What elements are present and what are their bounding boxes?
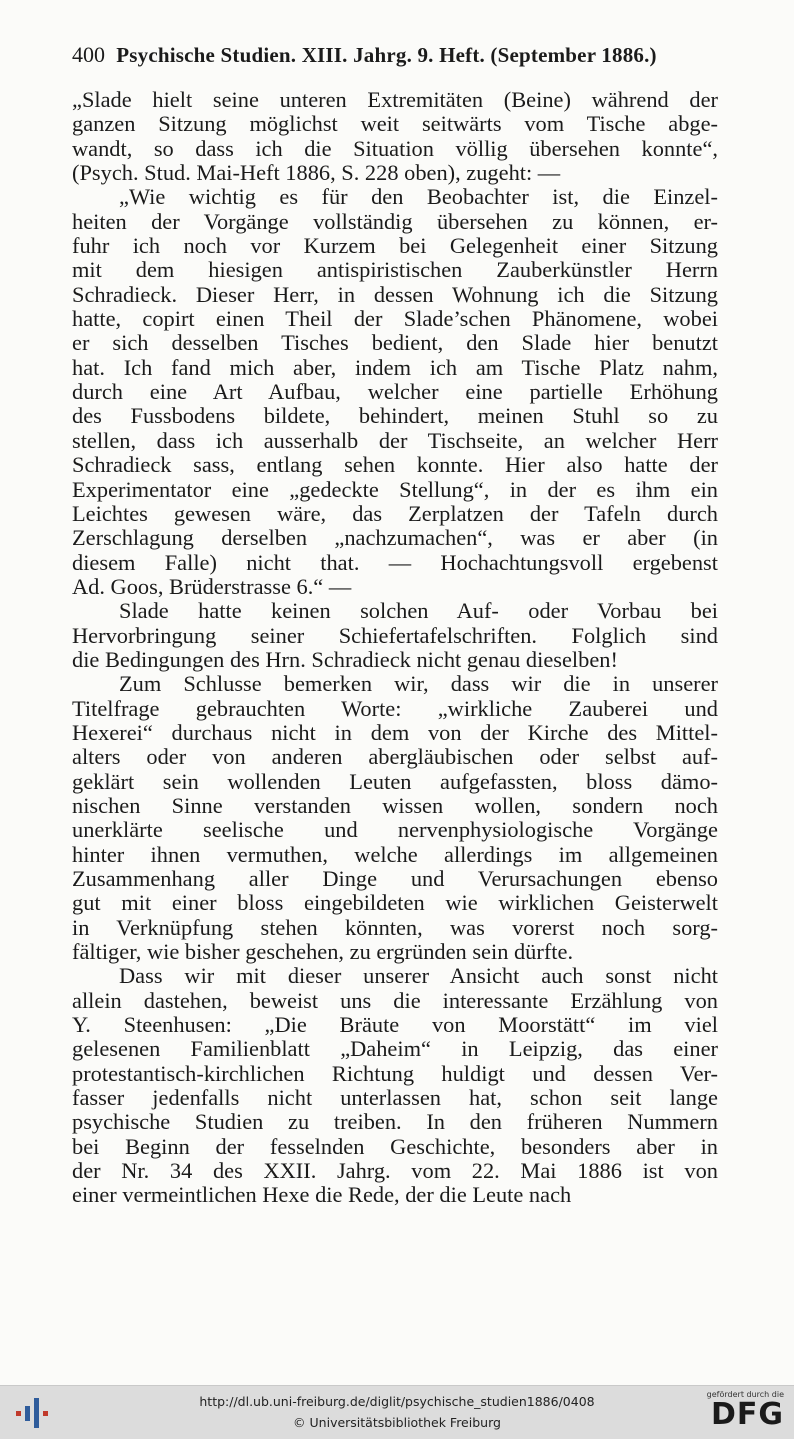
text-line: stellen, dass ich ausserhalb der Tischseite, an welcher Herr <box>72 427 718 453</box>
sponsor-label: gefördert durch die <box>706 1390 784 1399</box>
text-line: „Wie wichtig es für den Beobachter ist, die Einzel- <box>119 184 718 210</box>
page-number: 400 <box>72 42 105 67</box>
text-line: nischen Sinne verstanden wissen wollen, sondern noch <box>72 792 718 818</box>
text-line: alters oder von anderen abergläubischen oder selbst auf- <box>72 744 718 770</box>
text-line: durch eine Art Aufbau, welcher eine partielle Erhöhung <box>72 379 718 405</box>
text-line: einer vermeintlichen Hexe die Rede, der die Leute nach <box>72 1182 572 1208</box>
copyright-notice: © Universitätsbibliothek Freiburg <box>293 1415 501 1430</box>
text-line: in Verknüpfung stehen könnten, was vorerst noch sorg- <box>72 914 718 940</box>
text-line: psychische Studien zu treiben. In den früheren Nummern <box>72 1109 718 1135</box>
text-line: Experimentator eine „gedeckte Stellung“, in der es ihm ein <box>72 476 718 502</box>
text-line: allein dastehen, beweist uns die interessante Erzählung von <box>72 987 718 1013</box>
text-line: gelesenen Familienblatt „Daheim“ in Leipzig, das einer <box>72 1036 718 1062</box>
text-line: unerklärte seelische und nervenphysiologische Vorgänge <box>72 817 718 843</box>
text-line: Ad. Goos, Brüderstrasse 6.“ — <box>72 573 352 599</box>
text-line: hatte, copirt einen Theil der Slade’schen Phänomene, wobei <box>72 306 718 332</box>
running-title: Psychische Studien. XIII. Jahrg. 9. Heft. (September 1886.) <box>116 43 657 67</box>
text-line: Schradieck sass, entlang sehen konnte. Hier also hatte der <box>72 452 718 478</box>
text-line: Leichtes gewesen wäre, das Zerplatzen der Tafeln durch <box>72 500 718 526</box>
running-header <box>72 42 722 68</box>
text-line: Zerschlagung derselben „nachzumachen“, was er aber (in <box>72 525 718 551</box>
body-text <box>72 88 718 1208</box>
text-line: die Bedingungen des Hrn. Schradieck nicht genau dieselben! <box>72 646 618 672</box>
viewer-footer <box>0 1385 794 1439</box>
text-line: Zusammenhang aller Dinge und Verursachungen ebenso <box>72 866 718 891</box>
text-line: des Fussbodens bildete, behindert, meinen Stuhl so zu <box>72 403 718 429</box>
text-line: „Slade hielt seine unteren Extremitäten (Beine) während der <box>72 87 718 112</box>
text-line: wandt, so dass ich die Situation völlig übersehen konnte“, <box>72 135 718 161</box>
source-url-link[interactable]: http://dl.ub.uni-freiburg.de/diglit/psychische_studien1886/0408 <box>199 1394 595 1409</box>
text-line: ganzen Sitzung möglichst weit seitwärts vom Tische abge- <box>72 111 718 137</box>
text-line: hinter ihnen vermuthen, welche allerdings im allgemeinen <box>72 841 718 867</box>
text-line: Hexerei“ durchaus nicht in dem von der Kirche des Mittel- <box>72 719 718 745</box>
text-line: geklärt sein wollenden Leuten aufgefassten, bloss dämo- <box>72 768 718 794</box>
text-line: Slade hatte keinen solchen Auf- oder Vorbau bei <box>119 598 718 624</box>
text-line: heiten der Vorgänge vollständig übersehen zu können, er- <box>72 208 718 234</box>
text-line: hat. Ich fand mich aber, indem ich am Tische Platz nahm, <box>72 354 718 380</box>
text-line: Y. Steenhusen: „Die Bräute von Moorstätt“ im viel <box>72 1012 718 1038</box>
text-line: Titelfrage gebrauchten Worte: „wirkliche Zauberei und <box>72 695 718 721</box>
text-line: fasser jedenfalls nicht unterlassen hat, schon seit lange <box>72 1085 718 1111</box>
text-line: (Psych. Stud. Mai-Heft 1886, S. 228 oben), zugeht: — <box>72 160 561 186</box>
text-line: Schradieck. Dieser Herr, in dessen Wohnung ich die Sitzung <box>72 281 718 307</box>
dfg-logo: DFG <box>710 1397 784 1432</box>
text-line: Dass wir mit dieser unserer Ansicht auch sonst nicht <box>119 963 718 989</box>
text-line: bei Beginn der fesselnden Geschichte, besonders aber in <box>72 1133 718 1159</box>
text-line: gut mit einer bloss eingebildeten wie wirklichen Geisterwelt <box>72 890 718 916</box>
text-line: Zum Schlusse bemerken wir, dass wir die in unserer <box>119 671 718 697</box>
text-line: Hervorbringung seiner Schiefertafelschriften. Folglich sind <box>72 622 718 648</box>
text-line: der Nr. 34 des XXII. Jahrg. vom 22. Mai 1886 ist von <box>72 1158 718 1184</box>
text-line: diesem Falle) nicht that. — Hochachtungsvoll ergebenst <box>72 549 718 575</box>
text-line: protestantisch-kirchlichen Richtung huldigt und dessen Ver- <box>72 1060 718 1086</box>
text-line: mit dem hiesigen antispiristischen Zauberkünstler Herrn <box>72 257 718 283</box>
dfg-sponsor[interactable] <box>698 1390 784 1436</box>
text-line: er sich desselben Tisches bedient, den Slade hier benutzt <box>72 330 718 356</box>
text-line: fältiger, wie bisher geschehen, zu ergründen sein dürfte. <box>72 939 574 965</box>
text-line: fuhr ich noch vor Kurzem bei Gelegenheit einer Sitzung <box>72 233 718 259</box>
